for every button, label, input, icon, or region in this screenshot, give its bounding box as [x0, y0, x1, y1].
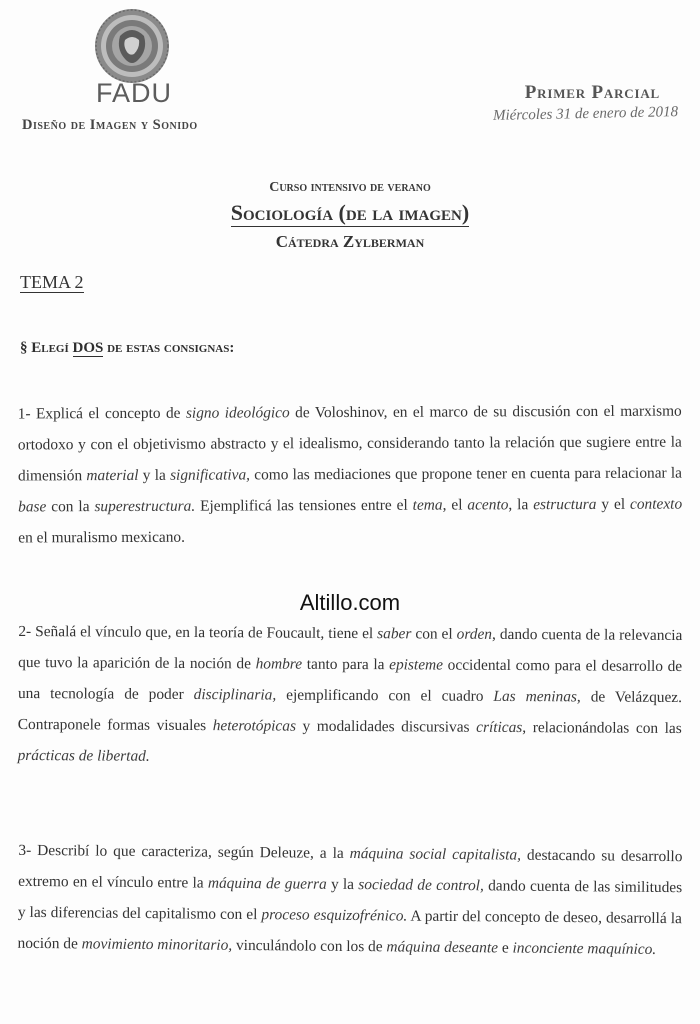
- question-term: sociedad de control,: [358, 876, 484, 895]
- question-text: tanto para la: [302, 655, 390, 674]
- question-text: en el muralismo mexicano.: [18, 528, 185, 547]
- question-text: y la: [138, 466, 171, 484]
- question-3: [17, 835, 682, 965]
- question-text: 3- Describí lo que caracteriza, según Deleuze, a la: [18, 841, 350, 862]
- question-text: 2- Señalá el vínculo que, en la teoría de Foucault, tiene el: [18, 622, 378, 643]
- question-text: e: [497, 939, 513, 957]
- topic-heading: [20, 272, 84, 293]
- question-term: hombre: [255, 655, 303, 673]
- question-text: de Voloshinov, en el marco de su discusión con el marxismo ortodoxo y con el objetivismo abstracto y el idealismo, considerando tanto la relación que sugiere entre la dimensión: [17, 402, 682, 485]
- question-text: vinculándolo con los de: [232, 936, 387, 956]
- question-term: críticas: [476, 718, 523, 737]
- question-term: acento: [467, 496, 509, 514]
- topic-text: TEMA 2: [20, 272, 84, 292]
- question-text: occidental como para el desarrollo de una tecnología de poder: [17, 656, 683, 704]
- question-term: Las meninas: [493, 687, 578, 706]
- question-term: máquina deseante: [386, 938, 499, 957]
- instruction-prefix: § Elegí: [20, 340, 69, 356]
- course-title: Curso intensivo de verano: [269, 180, 431, 195]
- question-text: , el: [442, 496, 468, 514]
- question-term: signo ideológico: [185, 404, 290, 422]
- instruction: [20, 340, 234, 357]
- question-text: , la: [508, 496, 534, 514]
- question-text: 1- Explicá el concepto de: [17, 404, 186, 423]
- question-term: inconciente maquínico.: [512, 939, 657, 958]
- question-term: tema: [412, 496, 443, 514]
- subject-title-text: Sociología (de la imagen): [230, 200, 470, 225]
- instruction-suffix: de estas consignas:: [107, 340, 235, 356]
- question-text: dando cuenta de las similitudes y las diferencias del capitalismo con el: [17, 877, 683, 924]
- question-text: y la: [326, 875, 359, 894]
- question-text: , dando cuenta de la relevancia que tuvo la aparición de la noción de: [18, 625, 683, 673]
- question-text: con el: [411, 625, 457, 643]
- question-term: contexto: [629, 495, 683, 513]
- question-text: y modalidades discursivas: [295, 717, 477, 736]
- question-term: estructura: [533, 495, 597, 514]
- question-term: saber: [377, 625, 412, 643]
- question-text: A partir del concepto de deseo, desarrollá la noción de: [17, 907, 682, 953]
- school-name: Diseño de Imagen y Sonido: [22, 117, 198, 133]
- question-text: , relacionándolas con las: [522, 719, 682, 738]
- question-term: episteme: [389, 656, 444, 674]
- university-seal-icon: [92, 6, 172, 86]
- question-text: ejemplificando con el cuadro: [276, 686, 494, 705]
- exam-date: Miércoles 31 de enero de 2018: [492, 104, 679, 124]
- watermark: Altillo.com: [299, 590, 401, 615]
- instruction-emphasis: DOS: [72, 340, 104, 356]
- question-term: prácticas de libertad.: [17, 746, 150, 765]
- question-text: como las mediaciones que propone tener en cuenta para relacionar la: [249, 464, 683, 484]
- chair-name: Cátedra Zylberman: [275, 232, 425, 251]
- question-term: significativa,: [170, 466, 251, 484]
- question-text: con la: [46, 498, 95, 516]
- exam-type: Primer Parcial: [524, 82, 660, 103]
- question-term: base: [18, 498, 47, 516]
- question-term: máquina de guerra: [207, 874, 327, 893]
- question-text: y el: [596, 495, 631, 513]
- question-2: [18, 616, 683, 775]
- question-1: [18, 396, 683, 554]
- question-term: proceso esquizofrénico.: [261, 906, 408, 925]
- question-term: superestructura.: [94, 497, 196, 516]
- question-text: , de Velázquez. Contraponele formas visuales: [17, 688, 683, 735]
- question-term: máquina social capitalista,: [349, 844, 522, 864]
- question-term: movimiento minoritario,: [81, 935, 233, 954]
- subject-title: [0, 200, 700, 226]
- question-term: orden: [456, 625, 493, 643]
- question-term: material: [86, 466, 139, 485]
- question-term: disciplinaria,: [193, 686, 277, 704]
- logo-text: FADU: [96, 78, 173, 108]
- question-text: destacando su desarrollo extremo en el vínculo entre la: [18, 846, 683, 892]
- question-text: Ejemplificá las tensiones entre el: [195, 496, 413, 515]
- question-term: heterotópicas: [212, 717, 297, 735]
